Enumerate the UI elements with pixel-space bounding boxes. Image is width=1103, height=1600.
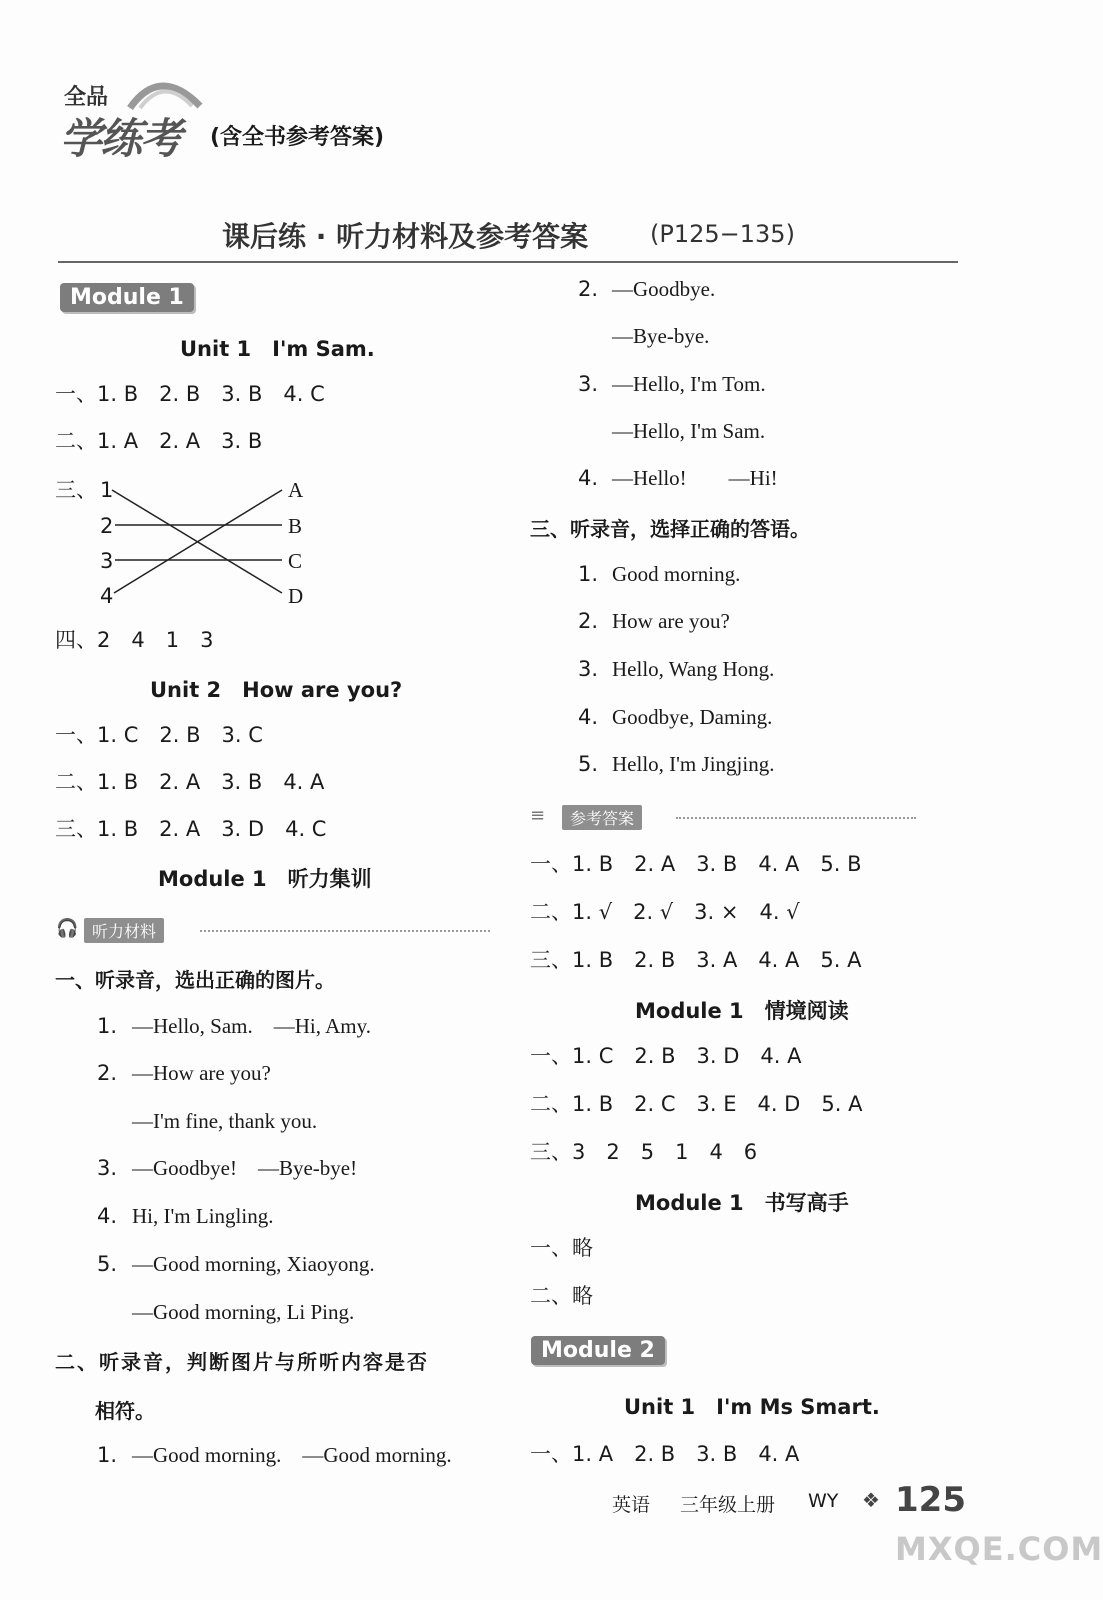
q3-item-num: 3. (578, 657, 599, 681)
match-num-2: 2 (100, 514, 114, 538)
page-range: (P125−135) (650, 220, 795, 248)
headphones-icon: 🎧 (56, 918, 79, 939)
q2-item-text: —Bye-bye. (612, 324, 710, 348)
q1-item-num: 1. (97, 1014, 118, 1038)
brand-name: 学练考 (60, 114, 181, 163)
q3-item-num: 4. (578, 705, 599, 729)
q2-title-cont: 相符。 (95, 1399, 155, 1423)
q3-item-text: Good morning. (612, 562, 741, 586)
q1-item-text: —Hello, Sam. —Hi, Amy. (132, 1014, 371, 1038)
footer-grade: 三年级上册 (680, 1494, 776, 1516)
unit2-title: Unit 2 How are you? (150, 678, 403, 702)
write-line-2: 二、略 (530, 1284, 593, 1308)
q3-item-text: Hello, I'm Jingjing. (612, 752, 775, 776)
writing-title: Module 1 书写高手 (635, 1191, 849, 1215)
read-line-1: 一、1. C 2. B 3. D 4. A (530, 1044, 802, 1068)
title-divider (58, 261, 958, 263)
footer-subject: 英语 (612, 1494, 651, 1516)
tag-listening-material: 听力材料 (84, 918, 164, 943)
q2-item-num: 4. (578, 466, 599, 490)
q3-title: 三、听录音，选择正确的答语。 (530, 517, 810, 541)
ans-line-2: 二、1. √ 2. √ 3. × 4. √ (530, 900, 800, 924)
u2-line-3: 三、1. B 2. A 3. D 4. C (55, 817, 327, 841)
q1-item-text: —How are you? (132, 1061, 271, 1085)
u1-line-1: 一、1. B 2. B 3. B 4. C (55, 382, 325, 406)
q1-item-num: 4. (97, 1204, 118, 1228)
divider-dots (200, 930, 490, 932)
u1-line-2: 二、1. A 2. A 3. B (55, 429, 263, 453)
match-num-4: 4 (100, 584, 114, 608)
q3-item-text: How are you? (612, 609, 730, 633)
q2-item-text: —Hello, I'm Tom. (612, 372, 766, 396)
q1-item-text: —Good morning, Li Ping. (132, 1300, 355, 1324)
q1-item-num: 5. (97, 1252, 118, 1276)
page-number: 125 (895, 1480, 966, 1520)
diamond-icon: ❖ (862, 1488, 880, 1512)
q2-item-text: —Hello, I'm Sam. (612, 419, 766, 443)
match-num-3: 3 (100, 549, 114, 573)
q1-item-num: 2. (97, 1061, 118, 1085)
q1-item-text: —I'm fine, thank you. (132, 1109, 318, 1133)
q1-item-text: —Goodbye! —Bye-bye! (132, 1156, 358, 1180)
footer-edition: WY (808, 1490, 839, 1512)
q3-item-num: 1. (578, 562, 599, 586)
u1-line-4: 四、2 4 1 3 (55, 628, 214, 652)
answer-key-icon: ≡ (530, 805, 546, 826)
module2-badge: Module 2 (531, 1336, 665, 1365)
matching-label: 三、 (55, 478, 97, 502)
read-line-2: 二、1. B 2. C 3. E 4. D 5. A (530, 1092, 863, 1116)
q1-item-text: —Good morning, Xiaoyong. (132, 1252, 375, 1276)
q2-item-text: —Hello! —Hi! (612, 466, 778, 490)
q2-item-text: —Good morning. —Good morning. (132, 1443, 452, 1467)
q1-title: 一、听录音，选出正确的图片。 (55, 968, 335, 992)
match-letter-d: D (288, 584, 304, 608)
brand-top: 全品 (64, 85, 109, 110)
q2-item-text: —Goodbye. (612, 277, 716, 301)
q3-item-text: Goodbye, Daming. (612, 705, 773, 729)
ans-line-3: 三、1. B 2. B 3. A 4. A 5. A (530, 948, 862, 972)
listening-title: Module 1 听力集训 (158, 867, 372, 891)
match-num-1: 1 (100, 478, 114, 502)
u2-line-1: 一、1. C 2. B 3. C (55, 723, 263, 747)
q3-item-num: 2. (578, 609, 599, 633)
read-line-3: 三、3 2 5 1 4 6 (530, 1140, 758, 1164)
brand-subtitle: (含全书参考答案) (210, 125, 385, 150)
q2-item-num: 1. (97, 1443, 118, 1467)
match-letter-a: A (288, 478, 304, 502)
write-line-1: 一、略 (530, 1236, 593, 1260)
m2-line-1: 一、1. A 2. B 3. B 4. A (530, 1442, 800, 1466)
tag-reference-answers: 参考答案 (562, 805, 642, 830)
match-letter-c: C (288, 549, 303, 573)
watermark-text: MXQE.COM (895, 1530, 1103, 1568)
q2-item-num: 3. (578, 372, 599, 396)
reading-title: Module 1 情境阅读 (635, 999, 849, 1023)
q3-item-num: 5. (578, 752, 599, 776)
match-letter-b: B (288, 514, 303, 538)
page-title: 课后练 · 听力材料及参考答案 (222, 220, 589, 253)
q1-item-text: Hi, I'm Lingling. (132, 1204, 274, 1228)
ans-line-1: 一、1. B 2. A 3. B 4. A 5. B (530, 852, 862, 876)
matching-lines (110, 485, 290, 605)
unit1-title: Unit 1 I'm Sam. (180, 337, 375, 361)
divider-dots (676, 817, 916, 819)
m2-unit1-title: Unit 1 I'm Ms Smart. (624, 1395, 880, 1419)
q2-title: 二、听录音，判断图片与所听内容是否 (55, 1350, 429, 1374)
q3-item-text: Hello, Wang Hong. (612, 657, 775, 681)
u2-line-2: 二、1. B 2. A 3. B 4. A (55, 770, 325, 794)
q1-item-num: 3. (97, 1156, 118, 1180)
q2-item-num: 2. (578, 277, 599, 301)
module1-badge: Module 1 (60, 283, 194, 312)
